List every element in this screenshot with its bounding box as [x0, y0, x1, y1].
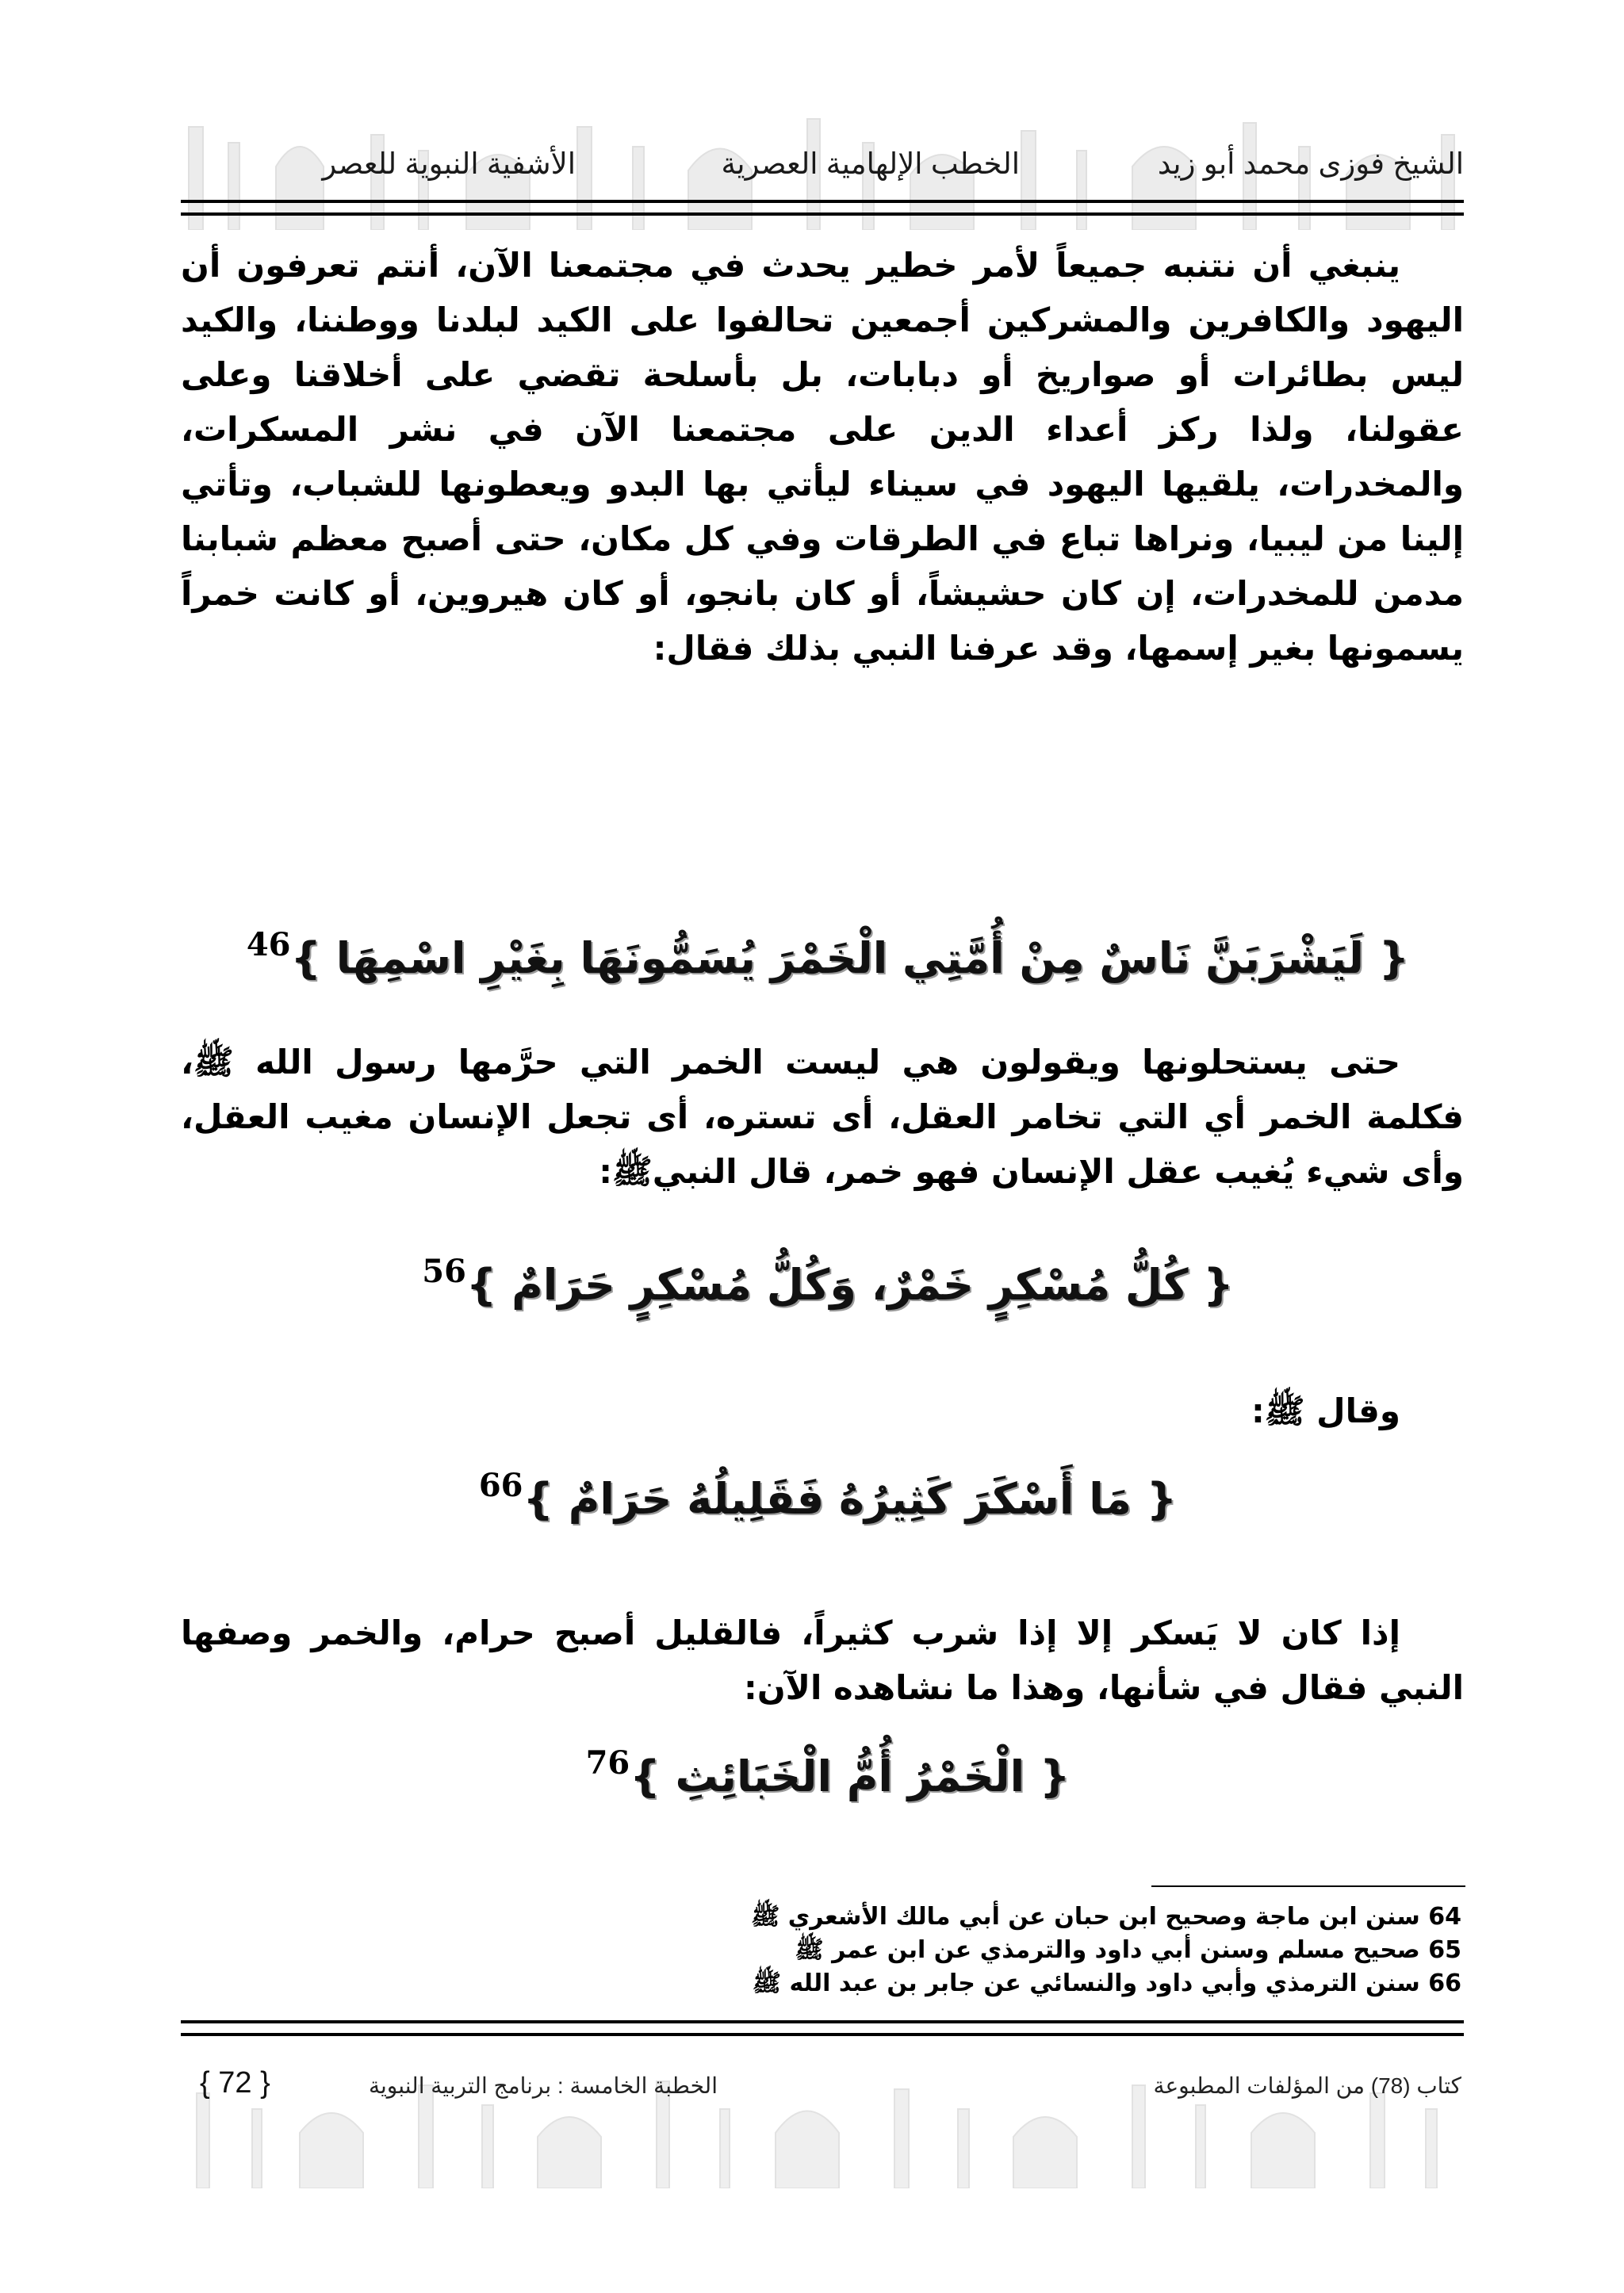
- hadith-quote: [181, 1253, 1464, 1310]
- footnote-ref: 66: [478, 1467, 523, 1504]
- sallallahu-glyph: ﷺ: [193, 1043, 234, 1081]
- paragraph-text: إذا كان لا يَسكر إلا إذا شرب كثيراً، فالقليل أصبح حرام، والخمر وصفها النبي فقال في شأنها، وهذا ما نشاهده الآن:: [181, 1614, 1464, 1707]
- footnote: 65 صحيح مسلم وسنن أبي داود والترمذي عن ابن عمر ﷺ: [795, 1936, 1461, 1964]
- paragraph-segment: ، فكلمة الخمر أي التي تخامر العقل، أى تستره، أى تجعل الإنسان مغيب العقل، وأى شيء يُغيب عقل الإنسان فهو خمر، قال النبي: [181, 1043, 1464, 1191]
- footnote: 64 سنن ابن ماجة وصحيح ابن حبان عن أبي مالك الأشعري ﷺ: [751, 1903, 1461, 1931]
- body-paragraph: [181, 1606, 1464, 1715]
- hadith-quote: [181, 1467, 1464, 1524]
- sallallahu-glyph: ﷺ: [1264, 1391, 1305, 1430]
- footnote-separator: [1151, 1885, 1465, 1887]
- paragraph-segment: حتى يستحلونها ويقولون هي ليست الخمر التي حرَّمها رسول الله: [255, 1043, 1401, 1081]
- footnote-ref: 46: [246, 926, 291, 963]
- sallallahu-glyph: ﷺ: [611, 1152, 653, 1191]
- hadith-text: { الْخَمْرُ أُمُّ الْخَبَائِثِ }: [630, 1751, 1071, 1801]
- footnote-ref: 56: [422, 1253, 466, 1290]
- hadith-quote: [181, 926, 1464, 983]
- paragraph-segment: :: [599, 1152, 612, 1191]
- body-paragraph: [181, 238, 1464, 676]
- header-series-title: الخطب الإلهامية العصرية: [721, 147, 1020, 180]
- hadith-text: { لَيَشْرَبَنَّ نَاسٌ مِنْ أُمَّتِي الْخَمْرَ يُسَمُّونَهَا بِغَيْرِ اسْمِهَا }: [290, 933, 1410, 983]
- paragraph-segment: وقال: [1316, 1391, 1400, 1430]
- paragraph-text: [181, 1035, 1464, 1199]
- paragraph-segment: :: [1251, 1391, 1265, 1430]
- paragraph-text: [181, 1384, 1464, 1438]
- body-paragraph: [181, 1384, 1464, 1438]
- header-author: الشيخ فوزى محمد أبو زيد: [1157, 147, 1464, 180]
- footer-page-number: { 72 }: [200, 2066, 270, 2100]
- header-book-title: الأشفية النبوية للعصر: [322, 147, 576, 180]
- hadith-quote: [181, 1744, 1464, 1801]
- footer-sermon-title: الخطبة الخامسة : برنامج التربية النبوية: [369, 2073, 718, 2098]
- hadith-text: { كُلُّ مُسْكِرٍ خَمْرٌ، وَكُلُّ مُسْكِرٍ حَرَامٌ }: [465, 1260, 1234, 1310]
- footnote: 66 سنن الترمذي وأبي داود والنسائي عن جابر بن عبد الله ﷺ: [752, 1970, 1461, 1997]
- paragraph-text: ينبغي أن نتنبه جميعاً لأمر خطير يحدث في مجتمعنا الآن، أنتم تعرفون أن اليهود والكافرين والمشركين أجمعين تحالفوا على الكيد لبلدنا ووطننا، والكيد ليس بطائرات أو صواريخ أو دبابات، بل بأسلحة تقضي على أخلاقنا وعلى عقولنا، ولذا ركز أعداء الدين على مجتمعنا الآن في نشر المسكرات، والمخدرات، يلقيها اليهود في سيناء ليأتي بها البدو ويعطونها للشباب، وتأتي إلينا من ليبيا، ونراها تباع في الطرقات وفي كل مكان، حتى أصبح معظم شبابنا مدمن للمخدرات، إن كان حشيشاً، أو كان بانجو، أو كان هيروين، أو كانت خمراً يسمونها بغير إسمها، وقد عرفنا النبي بذلك فقال:: [181, 246, 1464, 668]
- footnote-ref: 76: [585, 1744, 630, 1782]
- footer-book-info: كتاب (78) من المؤلفات المطبوعة: [1153, 2073, 1461, 2098]
- header-double-rule: [181, 200, 1464, 216]
- body-paragraph: [181, 1035, 1464, 1199]
- page-header: [181, 147, 1464, 191]
- hadith-text: { مَا أَسْكَرَ كَثِيرُهُ فَقَلِيلُهُ حَرَامٌ }: [523, 1474, 1178, 1524]
